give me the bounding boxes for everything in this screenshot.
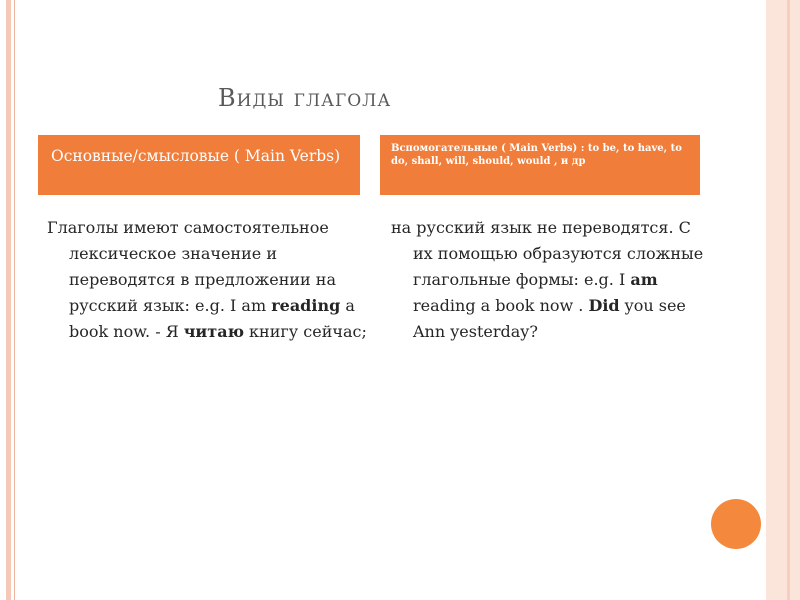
decorative-circle: [711, 499, 761, 549]
bold-word-did: Did: [588, 296, 620, 315]
auxiliary-verbs-description: [391, 215, 713, 345]
bold-word-reading: reading: [271, 296, 341, 315]
slide-frame-right: [766, 0, 800, 600]
text-segment: Глаголы имеют самостоятельное лексическое значение и переводятся в предложении на русский язык: e.g. I am: [47, 218, 337, 315]
frame-stripe-inner: [14, 0, 15, 600]
text-segment: книгу сейчас;: [243, 322, 367, 341]
text-segment: a book now. - Я: [69, 296, 355, 341]
auxiliary-verbs-header: Вспомогательные ( Main Verbs) : to be, to have, to do, shall, will, should, would , и др: [380, 135, 700, 195]
bold-word-chitayu: читаю: [183, 322, 244, 341]
text-segment: reading a book now .: [413, 296, 589, 315]
frame-stripe-right: [787, 0, 790, 600]
text-segment: на русский язык не переводятся. С их помощью образуются сложные глагольные формы: e.g. I: [391, 218, 704, 289]
bold-word-am: am: [630, 270, 658, 289]
main-verbs-description: [47, 215, 374, 345]
text-segment: you see Ann yesterday?: [413, 296, 686, 341]
slide-title: Виды глагола: [218, 84, 392, 112]
main-verbs-header: Основные/смысловые ( Main Verbs): [38, 135, 360, 195]
frame-stripe-outer: [6, 0, 11, 600]
